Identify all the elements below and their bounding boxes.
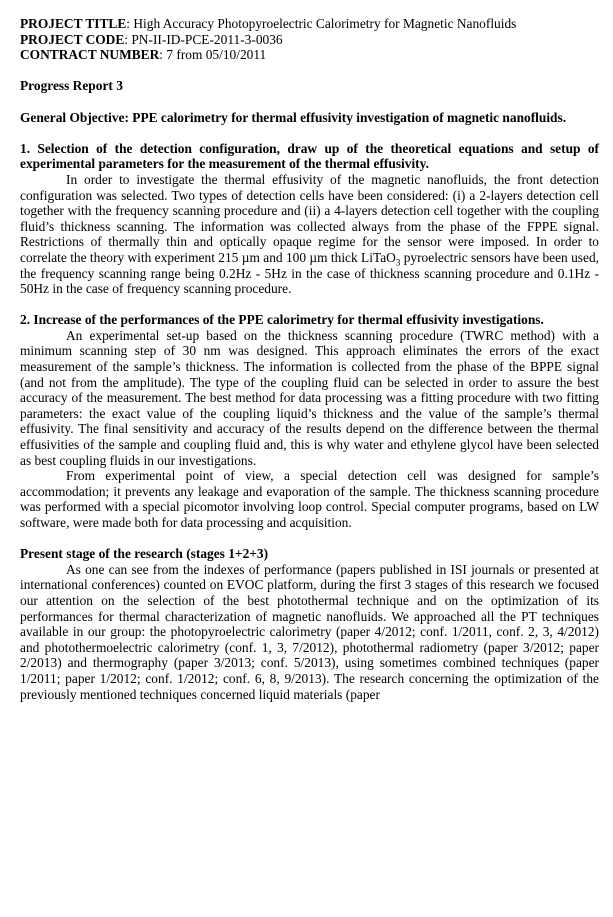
section1-paragraph [20, 172, 599, 297]
spacer [20, 94, 599, 110]
project-code-value: : PN-II-ID-PCE-2011-3-0036 [124, 31, 283, 47]
section1-text-a: In order to investigate the thermal effusivity of the magnetic nanofluids, the front detection configuration was selected. Two types of detection cells have been considered: (i) a 2-layers detection cell together with the frequency scanning procedure and (ii) a 4-layers detection cell together with the coupling fluid’s thickness scanning. The information was collected always from the phase of the FPPE signal. Restrictions of thermally thin and optically opaque regime for the sensor were imposed. In order to correlate the theory with experiment 215 µm and 100 µm thick LiTaO [20, 171, 599, 265]
contract-number-line [20, 47, 599, 63]
project-code-label: PROJECT CODE [20, 31, 125, 47]
contract-number-label: CONTRACT NUMBER [20, 47, 160, 63]
spacer [20, 125, 599, 141]
general-objective: General Objective: PPE calorimetry for thermal effusivity investigation of magnetic nanofluids. [20, 109, 567, 125]
contract-number-value: : 7 from 05/10/2011 [159, 47, 267, 63]
project-title-label: PROJECT TITLE [20, 16, 127, 31]
section3-heading: Present stage of the research (stages 1+2+3) [20, 546, 269, 562]
project-title-line [20, 16, 599, 32]
section1-heading: 1. Selection of the detection configuration, draw up of the theoretical equations and setup of experimental parameters for the measurement of the thermal effusivity. [20, 140, 599, 172]
spacer [20, 297, 599, 313]
section3-paragraph: As one can see from the indexes of performance (papers published in ISI journals or presented at international conferences) counted on EVOC platform, during the first 3 stages of this research we focused our attention on the selection of the best photothermal technique and on the optimization of its performances for thermal characterization of magnetic nanofluids. We approached all the PT techniques available in our group: the photopyroelectric calorimetry (paper 4/2012; conf. 1/2011, conf. 2, 3, 4/2012) and photothermoelectric calorimetry (conf. 1, 3, 7/2012), photothermal radiometry (paper 3/2012; paper 2/2013) and thermography (paper 3/2013; conf. 5/2013), using sometimes combined techniques (paper 1/2011; paper 1/2012; conf. 1/2012; conf. 6, 8, 9/2013). The research concerning the optimization of the previously mentioned techniques concerned liquid materials (paper [20, 561, 599, 702]
section2-paragraph-1: An experimental set-up based on the thickness scanning procedure (TWRC method) with a minimum scanning step of 30 nm was designed. This approach eliminates the errors of the exact measurement of the sample’s thickness. The information is collected from the phase of the BPPE signal (and not from the amplitude). The type of the coupling fluid can be selected in order to assure the best accuracy of the measurement. The best method for data processing was a fitting procedure with two fitting parameters: the exact value of the coupling liquid’s thickness and the value of the sample’s thermal effusivity. The final sensitivity and accuracy of the results depend on the difference between the thermal effusivities of the sample and coupling fluid and, this is why water and ethylene glycol have been selected as best coupling fluids in our investigations. [20, 327, 599, 468]
section2-paragraph-2: From experimental point of view, a special detection cell was designed for sample’s accommodation; it prevents any leakage and evaporation of the sample. The thickness scanning procedure was performed with a special picomotor involving loop control. Special computer programs, based on LW software, were made both for data processing and acquisition. [20, 468, 599, 530]
section2-heading: 2. Increase of the performances of the PPE calorimetry for thermal effusivity investigations. [20, 312, 544, 328]
project-title-value: : High Accuracy Photopyroelectric Calorimetry for Magnetic Nanofluids [126, 16, 517, 31]
section1-text-b: pyroelectric sensors have been used, the frequency scanning range being 0.2Hz - 5Hz in the case of thickness scanning procedure and 0.1Hz - 50Hz in the case of frequency scanning procedure. [20, 249, 599, 297]
report-title: Progress Report 3 [20, 78, 123, 94]
project-code-line [20, 32, 599, 48]
section1-subscript: 3 [395, 257, 401, 268]
document-page [20, 16, 599, 702]
spacer [20, 63, 599, 79]
spacer [20, 531, 599, 547]
